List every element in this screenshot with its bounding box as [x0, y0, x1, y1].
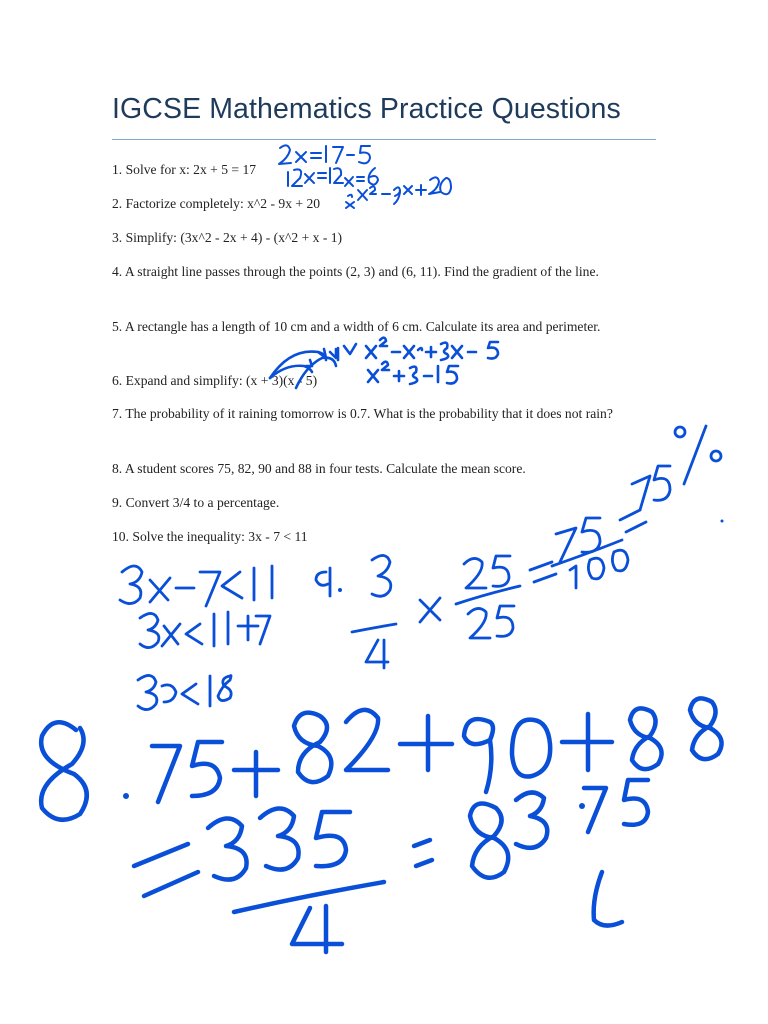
- question-6: 6. Expand and simplify: (x + 3)(x - 5): [112, 373, 318, 388]
- question-8: 8. A student scores 75, 82, 90 and 88 in four tests. Calculate the mean score.: [112, 461, 526, 476]
- question-2: 2. Factorize completely: x^2 - 9x + 20: [112, 196, 321, 211]
- question-4: 4. A straight line passes through the points (2, 3) and (6, 11). Find the gradient of the line.: [112, 264, 599, 279]
- question-7: 7. The probability of it raining tomorrow is 0.7. What is the probability that it does not rain?: [112, 406, 613, 421]
- ink-q10-work: [120, 566, 342, 710]
- question-10: 10. Solve the inequality: 3x - 7 < 11: [112, 529, 308, 544]
- page-title: IGCSE Mathematics Practice Questions: [112, 93, 621, 125]
- title-underline: [112, 139, 656, 140]
- question-1: 1. Solve for x: 2x + 5 = 17: [112, 162, 257, 177]
- question-9: 9. Convert 3/4 to a percentage.: [112, 495, 280, 510]
- question-5: 5. A rectangle has a length of 10 cm and a width of 6 cm. Calculate its area and perimeter.: [112, 319, 601, 334]
- ink-q8-work: [41, 698, 721, 952]
- question-3: 3. Simplify: (3x^2 - 2x + 4) - (x^2 + x - 1): [112, 230, 343, 245]
